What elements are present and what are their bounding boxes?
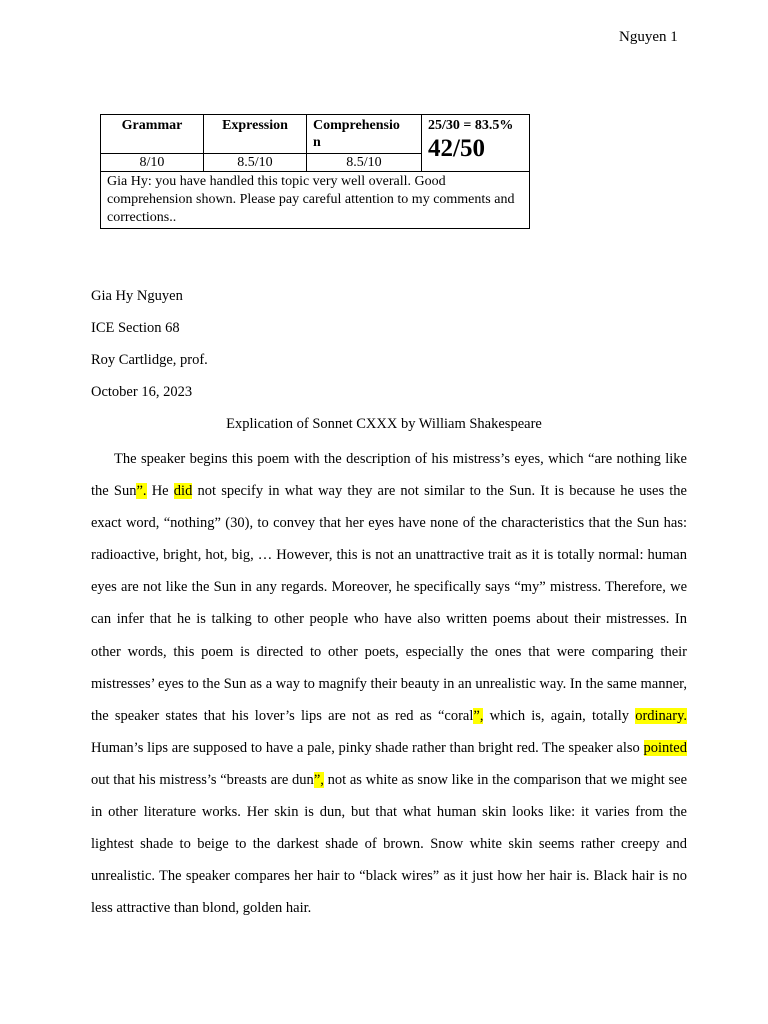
essay-title: Explication of Sonnet CXXX by William Shakespeare [226,416,542,432]
student-name: Gia Hy Nguyen [91,288,183,304]
instructor-comment: Gia Hy: you have handled this topic very well overall. Good comprehension shown. Please pay careful attention to my comments and corrections.. [101,172,530,229]
total-score-cell [422,115,530,172]
body-text-run: out that his mistress’s “breasts are dun [91,771,314,788]
body-text-run: The speaker begins this poem with the description of his mistress’s eyes, which “are nothing like the Sun [91,451,687,500]
grammar-header: Grammar [101,115,204,154]
body-text-run: not specify in what way they are not similar to the Sun. It is because he uses the exact word, “nothing” (30), to convey that her eyes have none of the characteristics that the Sun has: radioactive, bright, hot, big, … However, this is not an unattractive trait as it is totally normal: human eyes are not like the Sun in any regards. Moreover, he specifically says “my” mistress. Therefore, we can infer that he is talking to other people who have also written poems about their mistresses. In other words, this poem is directed to other poets, especially the ones that were comparing their mistresses’ eyes to the Sun as a way to magnify their beauty in an unrealistic way. In the same manner, the speaker states that his lover’s lips are not as red as “coral [91,483,687,724]
body-text-run: not as white as snow like in the comparison that we might see in other literature works. Her skin is dun, but that what human skin looks like: it varies from the lightest shade to beige to the darkest shade of brown. Snow white skin seems rather creepy and unrealistic. The speaker compares her hair to “black wires” as it just how her hair is. Black hair is no less attractive than blond, golden hair. [91,771,688,917]
grammar-score: 8/10 [101,154,204,172]
highlighted-correction: ”, [313,771,324,788]
body-paragraph [91,443,687,924]
highlighted-correction: pointed [643,739,687,756]
expression-score: 8.5/10 [204,154,307,172]
professor-name: Roy Cartlidge, prof. [91,352,208,368]
running-head: Nguyen 1 [619,29,678,45]
body-text-run: Human’s lips are supposed to have a pale, pinky shade rather than bright red. The speaker also [91,739,644,756]
comprehension-header: Comprehensio n [307,115,422,154]
body-text-run: which is, again, totally [483,707,636,724]
highlighted-correction: ”. [136,483,147,500]
body-text-run: He [146,483,174,500]
essay-body [91,443,687,924]
highlighted-correction: ordinary. [635,707,688,724]
course-section: ICE Section 68 [91,320,180,336]
highlighted-correction: did [173,483,193,500]
highlighted-correction: ”, [473,707,484,724]
subtotal-score: 25/30 = 83.5% [428,118,514,133]
total-score: 42/50 [428,135,485,162]
essay-date: October 16, 2023 [91,384,193,400]
comprehension-score: 8.5/10 [307,154,422,172]
grade-table [100,114,530,229]
expression-header: Expression [204,115,307,154]
